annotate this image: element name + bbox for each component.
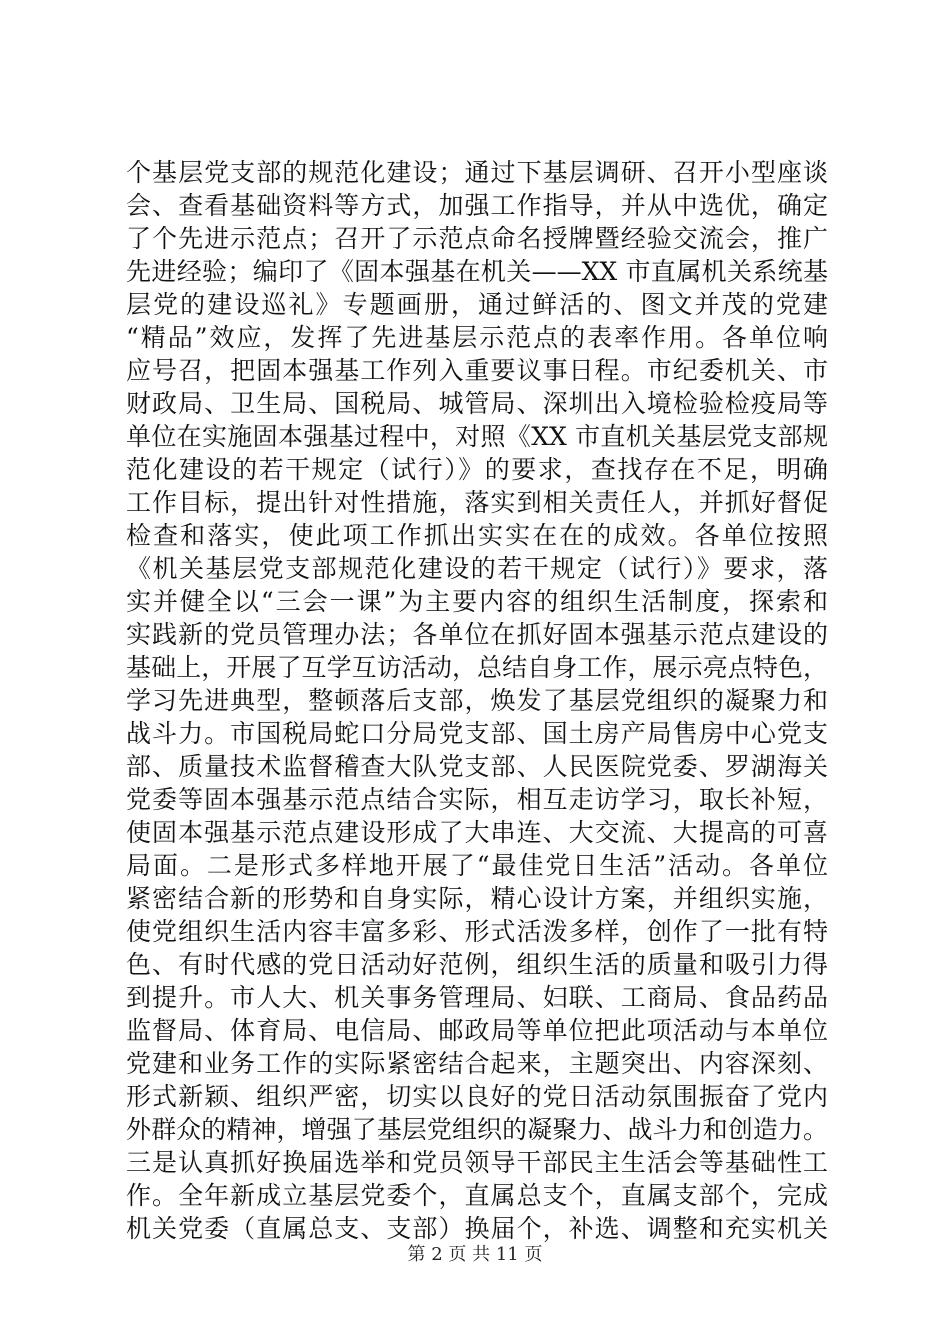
- text-line: 财政局、卫生局、国税局、城管局、深圳出入境检验检疫局等: [126, 389, 828, 418]
- text-line: 工作目标，提出针对性措施，落实到相关责任人，并抓好督促: [126, 488, 828, 517]
- text-line: 局面。二是形式多样地开展了“最佳党日生活”活动。各单位: [126, 851, 828, 880]
- text-line: 作。全年新成立基层党委个，直属总支个，直属支部个，完成: [126, 1181, 828, 1210]
- text-line: 个基层党支部的规范化建设；通过下基层调研、召开小型座谈: [126, 158, 828, 187]
- text-line: 基础上，开展了互学互访活动，总结自身工作，展示亮点特色，: [126, 653, 828, 682]
- text-line: 外群众的精神，增强了基层党组织的凝聚力、战斗力和创造力。: [126, 1115, 828, 1144]
- text-line: 形式新颖、组织严密，切实以良好的党日活动氛围振奋了党内: [126, 1082, 828, 1111]
- text-line: 会、查看基础资料等方式，加强工作指导，并从中选优，确定: [126, 191, 828, 220]
- text-line: 学习先进典型，整顿落后支部，焕发了基层党组织的凝聚力和: [126, 686, 828, 715]
- text-line: 范化建设的若干规定（试行）》的要求，查找存在不足，明确: [126, 455, 828, 484]
- body-text: [126, 156, 828, 1245]
- text-line: 色、有时代感的党日活动好范例，组织生活的质量和吸引力得: [126, 950, 828, 979]
- text-line: 《机关基层党支部规范化建设的若干规定（试行）》要求，落: [126, 554, 828, 583]
- text-line: 战斗力。市国税局蛇口分局党支部、国土房产局售房中心党支: [126, 719, 828, 748]
- text-line: 紧密结合新的形势和自身实际，精心设计方案，并组织实施，: [126, 884, 828, 913]
- text-line: 使固本强基示范点建设形成了大串连、大交流、大提高的可喜: [126, 818, 828, 847]
- text-line: “精品”效应，发挥了先进基层示范点的表率作用。各单位响: [126, 323, 828, 352]
- text-line: 党委等固本强基示范点结合实际，相互走访学习，取长补短，: [126, 785, 828, 814]
- text-line: 实并健全以“三会一课”为主要内容的组织生活制度，探索和: [126, 587, 828, 616]
- text-line: 单位在实施固本强基过程中，对照《XX 市直机关基层党支部规: [126, 422, 828, 451]
- page-footer: [0, 1243, 950, 1267]
- text-line: 层党的建设巡礼》专题画册，通过鲜活的、图文并茂的党建: [126, 290, 828, 319]
- text-line: 党建和业务工作的实际紧密结合起来，主题突出、内容深刻、: [126, 1049, 828, 1078]
- text-line: 部、质量技术监督稽查大队党支部、人民医院党委、罗湖海关: [126, 752, 828, 781]
- text-line: 机关党委（直属总支、支部）换届个，补选、调整和充实机关: [126, 1214, 828, 1243]
- text-line: 到提升。市人大、机关事务管理局、妇联、工商局、食品药品: [126, 983, 828, 1012]
- text-line: 实践新的党员管理办法；各单位在抓好固本强基示范点建设的: [126, 620, 828, 649]
- page-number-indicator: 第 2 页 共 11 页: [407, 1244, 543, 1265]
- text-line: 先进经验；编印了《固本强基在机关——XX 市直属机关系统基: [126, 257, 828, 286]
- text-line: 检查和落实，使此项工作抓出实实在在的成效。各单位按照: [126, 521, 828, 550]
- text-line: 使党组织生活内容丰富多彩、形式活泼多样，创作了一批有特: [126, 917, 828, 946]
- text-line: 应号召，把固本强基工作列入重要议事日程。市纪委机关、市: [126, 356, 828, 385]
- text-line: 了个先进示范点；召开了示范点命名授牌暨经验交流会，推广: [126, 224, 828, 253]
- text-line: 三是认真抓好换届选举和党员领导干部民主生活会等基础性工: [126, 1148, 828, 1177]
- text-line: 监督局、体育局、电信局、邮政局等单位把此项活动与本单位: [126, 1016, 828, 1045]
